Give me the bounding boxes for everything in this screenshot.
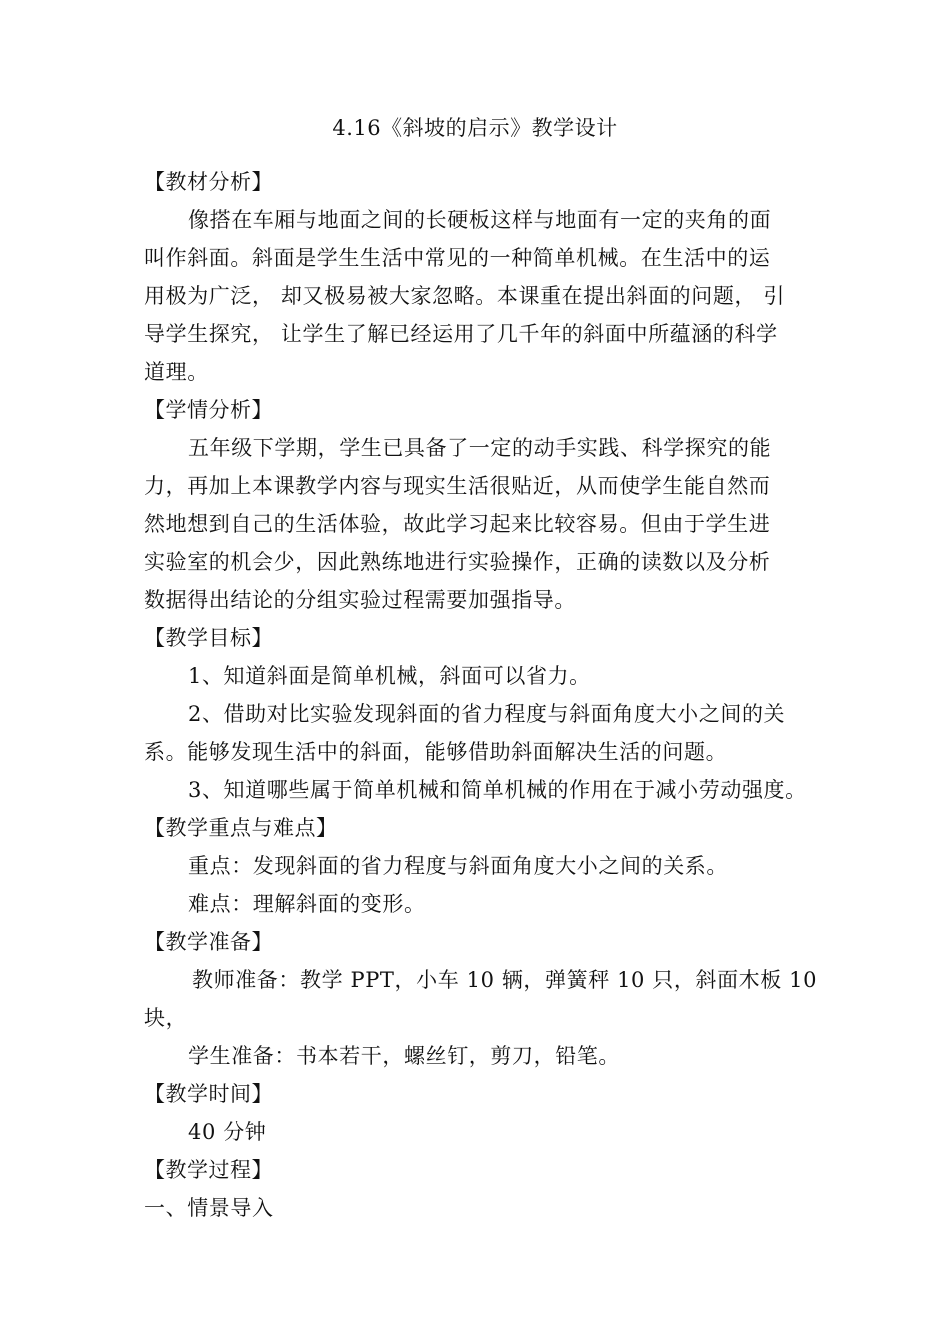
goal-item-2: 2、借助对比实验发现斜面的省力程度与斜面角度大小之间的关: [188, 702, 786, 726]
student-preparation: 学生准备：书本若干，螺丝钉，剪刀，铅笔。: [188, 1044, 620, 1068]
section-heading-student-analysis: 【学情分析】: [144, 398, 273, 422]
section-heading-teaching-time: 【教学时间】: [144, 1082, 273, 1106]
paragraph-line: 像搭在车厢与地面之间的长硬板这样与地面有一定的夹角的面: [188, 208, 772, 232]
paragraph-line: 然地想到自己的生活体验，故此学习起来比较容易。但由于学生进: [144, 512, 771, 536]
section-heading-preparation: 【教学准备】: [144, 930, 273, 954]
paragraph-line: 系。能够发现生活中的斜面，能够借助斜面解决生活的问题。: [144, 740, 728, 764]
section-heading-teaching-process: 【教学过程】: [144, 1158, 273, 1182]
section-heading-material-analysis: 【教材分析】: [144, 170, 273, 194]
paragraph-line: 道理。: [144, 360, 209, 384]
goal-item-3: 3、知道哪些属于简单机械和简单机械的作用在于减小劳动强度。: [188, 778, 807, 802]
paragraph-line: 五年级下学期，学生已具备了一定的动手实践、科学探究的能: [188, 436, 772, 460]
section-heading-teaching-goals: 【教学目标】: [144, 626, 273, 650]
goal-item-1: 1、知道斜面是简单机械，斜面可以省力。: [188, 664, 591, 688]
teacher-preparation: 教师准备：教学 PPT，小车 10 辆，弹簧秤 10 只，斜面木板 10: [192, 968, 818, 992]
teaching-time-value: 40 分钟: [188, 1120, 267, 1144]
paragraph-line: 块，: [144, 1006, 188, 1030]
paragraph-line: 力，再加上本课教学内容与现实生活很贴近，从而使学生能自然而: [144, 474, 771, 498]
section-heading-key-points: 【教学重点与难点】: [144, 816, 338, 840]
difficult-point: 难点：理解斜面的变形。: [188, 892, 426, 916]
document-title: 4.16《斜坡的启示》教学设计: [332, 116, 618, 140]
document-body: [144, 163, 824, 1227]
subsection-heading-introduction: 一、情景导入: [144, 1196, 274, 1220]
paragraph-line: 实验室的机会少，因此熟练地进行实验操作，正确的读数以及分析: [144, 550, 771, 574]
paragraph-line: 导学生探究， 让学生了解已经运用了几千年的斜面中所蕴涵的科学: [144, 322, 778, 346]
paragraph-line: 用极为广泛， 却又极易被大家忽略。本课重在提出斜面的问题， 引: [144, 284, 785, 308]
key-point: 重点：发现斜面的省力程度与斜面角度大小之间的关系。: [188, 854, 728, 878]
paragraph-line: 数据得出结论的分组实验过程需要加强指导。: [144, 588, 576, 612]
paragraph-line: 叫作斜面。斜面是学生生活中常见的一种简单机械。在生活中的运: [144, 246, 771, 270]
